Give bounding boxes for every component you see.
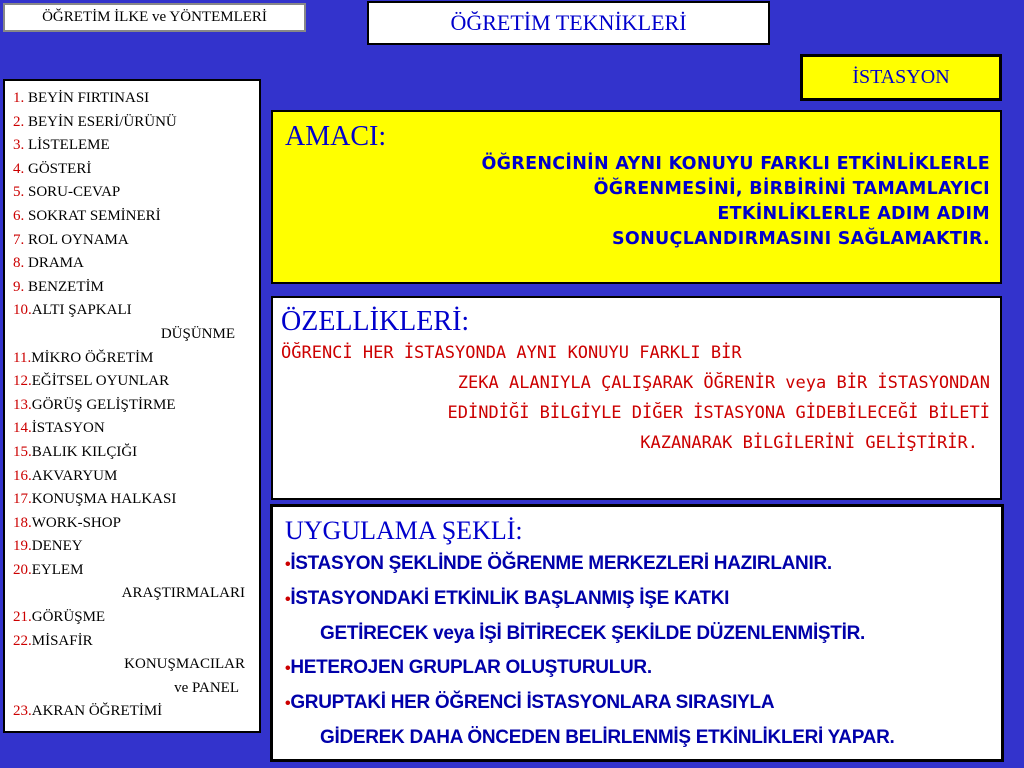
list-item-number: 23.: [13, 703, 32, 720]
bullet-item: [285, 686, 993, 721]
bullet-text: İSTASYONDAKİ ETKİNLİK BAŞLANMIŞ İŞE KATKI: [290, 588, 730, 609]
list-item-label: WORK-SHOP: [31, 514, 121, 531]
purpose-line: SONUÇLANDIRMASINI SAĞLAMAKTIR.: [612, 229, 990, 249]
bullet-icon: •: [285, 695, 291, 712]
purpose-heading: AMACI:: [285, 121, 387, 152]
list-item-continuation: KONUŞMACILAR: [124, 656, 245, 673]
list-item-label: ALTI ŞAPKALI: [31, 302, 132, 319]
list-item-number: 8.: [13, 255, 25, 272]
bullet-text: GRUPTAKİ HER ÖĞRENCİ İSTASYONLARA SIRASIYLA: [290, 692, 775, 713]
list-item-label: BEYİN ESERİ/ÜRÜNÜ: [24, 113, 177, 130]
purpose-line: ETKİNLİKLERLE ADIM ADIM: [717, 204, 990, 224]
features-line: EDİNDİĞİ BİLGİYLE DİĞER İSTASYONA GİDEBİLECEĞİ BİLETİ: [447, 403, 990, 423]
list-item-number: 1.: [13, 90, 25, 106]
features-line: ZEKA ALANIYLA ÇALIŞARAK ÖĞRENİR veya BİR İSTASYONDAN: [457, 373, 990, 393]
list-item-number: 7.: [13, 231, 25, 248]
bullet-icon: •: [285, 660, 291, 677]
list-item: [13, 535, 253, 559]
bullet-text: HETEROJEN GRUPLAR OLUŞTURULUR.: [290, 657, 652, 678]
list-item-label: BALIK KILÇIĞI: [31, 443, 138, 460]
bullet-continuation: GETİRECEK veya İŞİ BİTİRECEK ŞEKİLDE DÜZENLENMİŞTİR.: [320, 623, 865, 644]
list-item-label: KONUŞMA HALKASI: [31, 491, 177, 508]
page-title: ÖĞRETİM TEKNİKLERİ: [367, 1, 770, 45]
bullet-item: [285, 582, 993, 617]
application-list: [285, 547, 993, 755]
list-item-number: 3.: [13, 137, 25, 154]
list-item-number: 16.: [13, 467, 32, 484]
features-panel: [271, 296, 1002, 500]
list-item: [13, 606, 253, 630]
features-heading: ÖZELLİKLERİ:: [281, 306, 470, 337]
bullet-continuation: GİDEREK DAHA ÖNCEDEN BELİRLENMİŞ ETKİNLİKLERİ YAPAR.: [320, 727, 895, 748]
list-item: [13, 87, 253, 111]
list-item-number: 5.: [13, 184, 25, 201]
features-line: KAZANARAK BİLGİLERİNİ GELİŞTİRİR.: [640, 433, 978, 453]
list-item-label: MİKRO ÖĞRETİM: [31, 349, 154, 366]
list-item: [13, 347, 253, 371]
list-item-number: 19.: [13, 538, 32, 555]
list-item-number: 22.: [13, 632, 32, 649]
list-item: [13, 630, 253, 654]
list-item-label: DENEY: [31, 538, 83, 555]
technique-list: [3, 79, 261, 733]
list-item-continuation: DÜŞÜNME: [160, 325, 235, 342]
list-item: [13, 299, 253, 323]
list-item: [13, 205, 253, 229]
bullet-icon: •: [285, 591, 291, 608]
list-item-number: 18.: [13, 514, 32, 531]
topic-badge: İSTASYON: [800, 54, 1002, 101]
purpose-body: [285, 152, 990, 252]
list-item-label: BEYİN FIRTINASI: [24, 90, 150, 106]
features-line: ÖĞRENCİ HER İSTASYONDA AYNI KONUYU FARKLI BİR: [281, 343, 742, 363]
list-item: [13, 370, 253, 394]
list-item-number: 13.: [13, 396, 32, 413]
list-item: [13, 181, 253, 205]
features-body: [281, 338, 990, 458]
list-item-number: 2.: [13, 113, 25, 130]
list-item-number: 12.: [13, 373, 32, 390]
list-item-number: 15.: [13, 443, 32, 460]
list-item-label: AKVARYUM: [31, 467, 118, 484]
list-item: [13, 394, 253, 418]
list-item: [13, 512, 253, 536]
bullet-item: [285, 547, 993, 582]
list-item: [13, 158, 253, 182]
list-item-number: 14.: [13, 420, 32, 437]
list-item-number: 21.: [13, 609, 32, 626]
bullet-text: İSTASYON ŞEKLİNDE ÖĞRENME MERKEZLERİ HAZIRLANIR.: [290, 553, 832, 574]
list-item-number: 4.: [13, 160, 25, 177]
list-item: [13, 465, 253, 489]
list-item: [13, 488, 253, 512]
list-item-number: 9.: [13, 278, 25, 295]
list-item-label: BENZETİM: [24, 278, 104, 295]
list-item-continuation: ARAŞTIRMALARI: [121, 585, 245, 602]
list-item-label: AKRAN ÖĞRETİMİ: [31, 703, 163, 720]
list-item: [13, 252, 253, 276]
list-item: [13, 441, 253, 465]
list-item-number: 10.: [13, 302, 32, 319]
list-item: [13, 417, 253, 441]
list-item-label: GÖRÜŞME: [31, 609, 106, 626]
list-item: [13, 700, 253, 724]
list-item: [13, 229, 253, 253]
list-item-label: LİSTELEME: [24, 137, 110, 154]
list-item: [13, 276, 253, 300]
purpose-line: ÖĞRENMESİNİ, BİRBİRİNİ TAMAMLAYICI: [593, 179, 990, 199]
list-item-number: 6.: [13, 207, 25, 224]
list-item: [13, 111, 253, 135]
bullet-icon: •: [285, 556, 291, 573]
bullet-item: [285, 651, 993, 686]
list-item-label: SOKRAT SEMİNERİ: [24, 207, 161, 224]
list-item-continuation: ve PANEL: [174, 679, 239, 696]
list-item-label: SORU-CEVAP: [24, 184, 121, 201]
list-item-number: 17.: [13, 491, 32, 508]
list-item-label: EĞİTSEL OYUNLAR: [31, 373, 170, 390]
list-item: [13, 559, 253, 583]
application-panel: [270, 504, 1004, 762]
purpose-line: ÖĞRENCİNİN AYNI KONUYU FARKLI ETKİNLİKLERLE: [481, 154, 990, 174]
list-item-number: 11.: [13, 349, 32, 366]
section-label: ÖĞRETİM İLKE ve YÖNTEMLERİ: [3, 3, 306, 32]
list-item-label: ROL OYNAMA: [24, 231, 129, 248]
list-item: [13, 134, 253, 158]
list-item-label: MİSAFİR: [31, 632, 93, 649]
list-item-label: GÖRÜŞ GELİŞTİRME: [31, 396, 176, 413]
list-item-number: 20.: [13, 561, 32, 578]
list-item-label: DRAMA: [24, 255, 84, 272]
purpose-panel: [271, 110, 1002, 284]
list-item-label: EYLEM: [31, 561, 84, 578]
list-item-label: GÖSTERİ: [24, 160, 92, 177]
list-item-label: İSTASYON: [31, 420, 105, 437]
application-heading: UYGULAMA ŞEKLİ:: [285, 516, 523, 545]
